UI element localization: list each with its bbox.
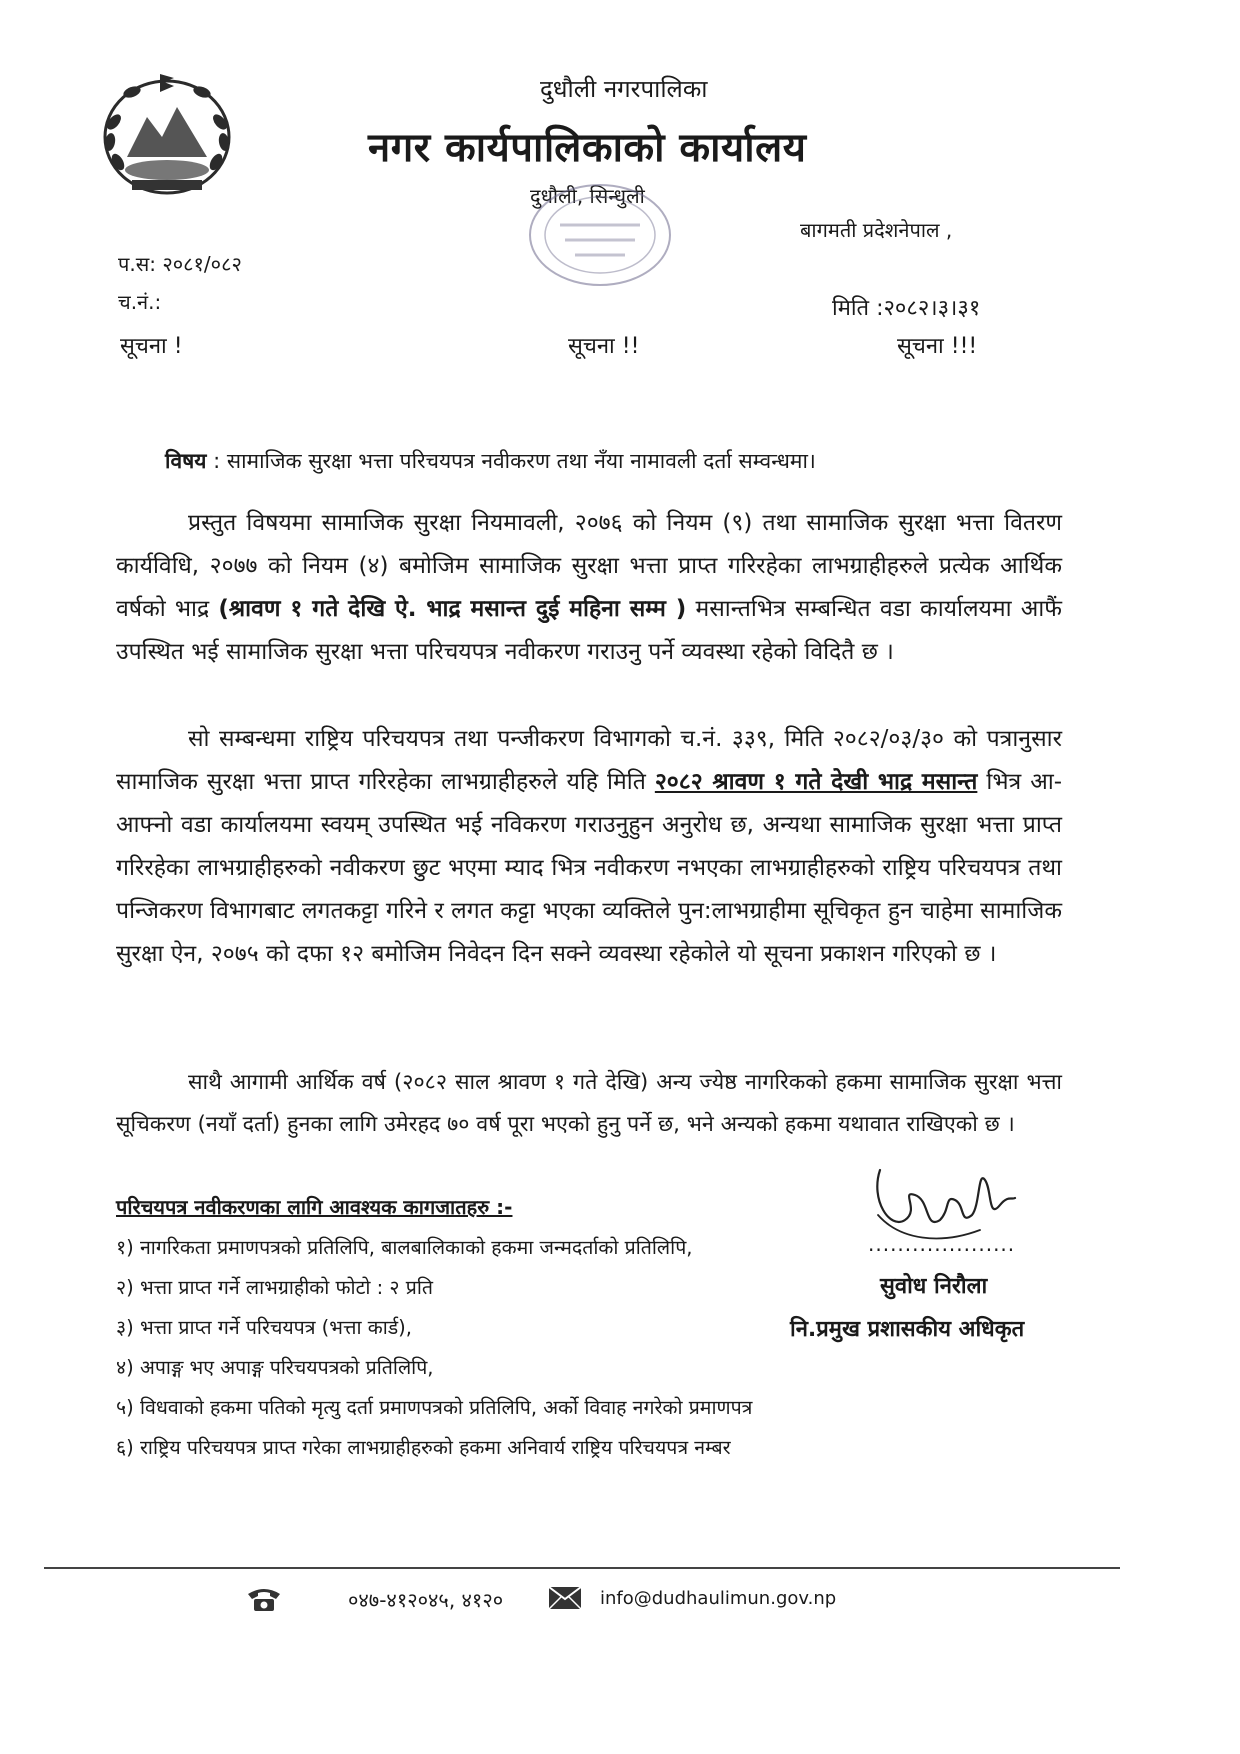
requirements-heading: परिचयपत्र नवीकरणका लागि आवश्यक कागजातहरु :- [116, 1195, 513, 1219]
telephone-icon [244, 1584, 284, 1614]
signer-name: सुवोध निरौला [880, 1274, 988, 1299]
requirement-item: ५) विधवाको हकमा पतिको मृत्यु दर्ता प्रमाणपत्रको प्रतिलिपि, अर्को विवाह नगरेको प्रमाणपत्र [116, 1396, 753, 1419]
envelope-icon [548, 1586, 582, 1610]
notice-heading-1: सूचना ! [120, 334, 183, 359]
paragraph-1-text-a: प्रस्तुत विषयमा सामाजिक सुरक्षा नियमावली, २०७६ को नियम (९) तथा सामाजिक सुरक्षा भत्ता वितरण कार्यविधि, २०७७ को नियम (४) बमोजिम सामाजिक सुरक्षा भत्ता प्राप्त गरिरहेका लाभग्राहीहरुले प्रत्येक आर्थिक वर्षको भाद्र [116, 510, 1062, 622]
province-address: बागमती प्रदेशनेपाल , [800, 218, 953, 242]
paragraph-2 [116, 718, 1062, 976]
reference-number: प.स: २०८१/०८२ [118, 252, 242, 276]
requirement-item: ३) भत्ता प्राप्त गर्ने परिचयपत्र (भत्ता कार्ड), [116, 1316, 412, 1339]
nepal-emblem-icon [92, 62, 242, 202]
letter-date: मिति :२०८२।३।३१ [832, 296, 981, 321]
requirement-item: ६) राष्ट्रिय परिचयपत्र प्राप्त गरेका लाभग्राहीहरुको हकमा अनिवार्य राष्ट्रिय परिचयपत्र नम्बर [116, 1436, 731, 1459]
subject-text: : सामाजिक सुरक्षा भत्ता परिचयपत्र नवीकरण तथा नँया नामावली दर्ता सम्वन्धमा। [213, 449, 816, 473]
paragraph-1-bold: (श्रावण १ गते देखि ऐ. भाद्र मसान्त दुई महिना सम्म ) [218, 596, 687, 622]
paragraph-2-bold: २०८२ श्रावण १ गते देखी भाद्र मसान्त [654, 769, 978, 795]
subject-line [165, 447, 816, 475]
requirement-item: १) नागरिकता प्रमाणपत्रको प्रतिलिपि, बालबालिकाको हकमा जन्मदर्ताको प्रतिलिपि, [116, 1236, 693, 1259]
footer-divider [44, 1567, 1120, 1569]
subject-label: विषय [165, 449, 207, 473]
requirement-item: २) भत्ता प्राप्त गर्ने लाभग्राहीको फोटो : २ प्रति [116, 1276, 434, 1299]
notice-heading-3: सूचना !!! [897, 334, 978, 359]
paragraph-2-text-b: भित्र आ-आफ्नो वडा कार्यालयमा स्वयम् उपस्थित भई नविकरण गराउनुहुन अनुरोध छ, अन्यथा सामाजिक सुरक्षा भत्ता प्राप्त गरिरहेका लाभग्राहीहरुको नवीकरण छुट भएमा म्याद भित्र नवीकरण नभएका लाभग्राहीहरुको राष्ट्रिय परिचयपत्र तथा पन्जिकरण विभागबाट लगतकट्टा गरिने र लगत कट्टा भएका व्यक्तिले पुन:लाभग्राहीमा सूचिकृत हुन चाहेमा सामाजिक सुरक्षा ऐन, २०७५ को दफा १२ बमोजिम निवेदन दिन सक्ने व्यवस्था रहेकोले यो सूचना प्रकाशन गरिएको छ । [116, 769, 1062, 967]
office-address: दुधौली, सिन्धुली [530, 184, 645, 208]
signature-line: .................... [868, 1232, 1016, 1256]
notice-heading-2: सूचना !! [568, 334, 640, 359]
footer-phone: ०४७-४१२०४५, ४१२० [348, 1588, 504, 1612]
paragraph-3: साथै आगामी आर्थिक वर्ष (२०८२ साल श्रावण १ गते देखि) अन्य ज्येष्ठ नागरिकको हकमा सामाजिक सुरक्षा भत्ता सूचिकरण (नयाँ दर्ता) हुनका लागि उमेरहद ७० वर्ष पूरा भएको हुनु पर्ने छ, भने अन्यको हकमा यथावात राखिएको छ । [116, 1070, 1062, 1137]
office-stamp-icon [520, 180, 680, 295]
paragraph-1-text-b: मसान्तभित्र सम्बन्धित वडा कार्यालयमा आफैं उपस्थित भई सामाजिक सुरक्षा भत्ता परिचयपत्र नवीकरण गराउनु पर्ने व्यवस्था रहेको विदितै छ । [116, 596, 1063, 665]
office-title: नगर कार्यपालिकाको कार्यालय [368, 125, 807, 171]
municipality-name: दुधौली नगरपालिका [540, 75, 708, 103]
dispatch-number: च.नं.: [118, 290, 162, 314]
paragraph-2-text-a: सो सम्बन्धमा राष्ट्रिय परिचयपत्र तथा पन्जीकरण विभागको च.नं. ३३९, मिति २०८२/०३/३० को पत्रानुसार सामाजिक सुरक्षा भत्ता प्राप्त गरिरहेका लाभग्राहीहरुले यहि मिति [116, 726, 1062, 795]
signer-title: नि.प्रमुख प्रशासकीय अधिकृत [790, 1317, 1025, 1342]
paragraph-1 [116, 502, 1062, 674]
footer-email: info@dudhaulimun.gov.np [600, 1588, 837, 1609]
requirement-item: ४) अपाङ्ग भए अपाङ्ग परिचयपत्रको प्रतिलिपि, [116, 1356, 434, 1379]
